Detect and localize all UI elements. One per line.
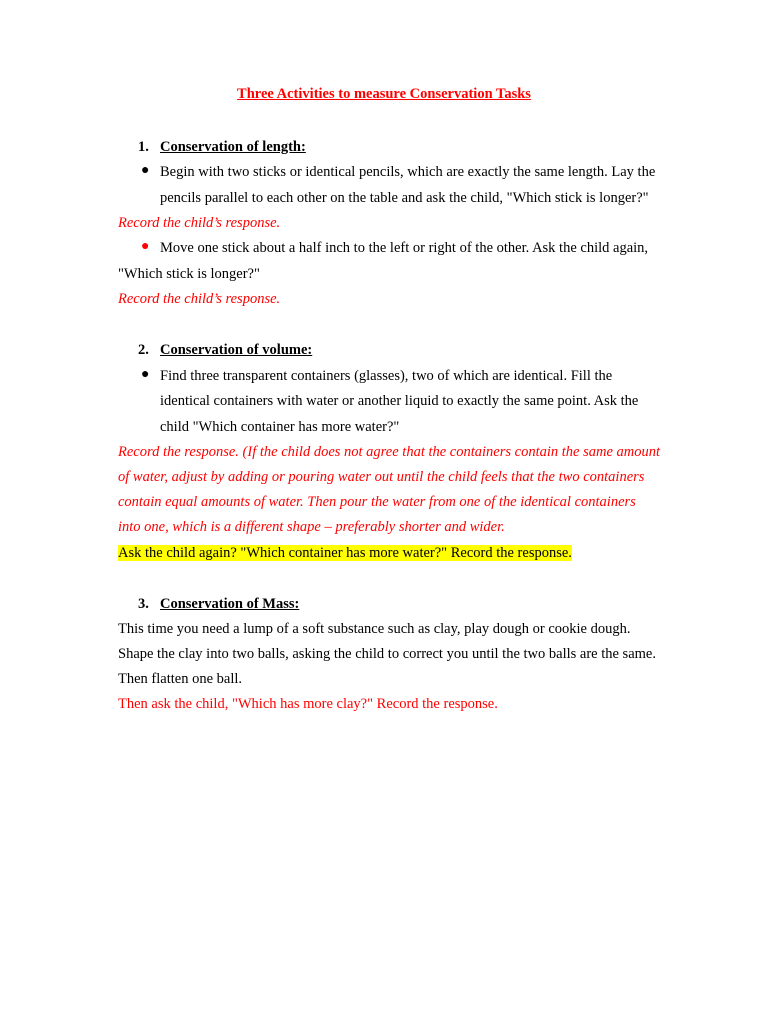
section2-bullet-line1: Find three transparent containers (glasses), two of which are identical. Fill the xyxy=(160,368,613,384)
section2-record-line3: contain equal amounts of water. Then pour the water from one of the identical containers xyxy=(118,494,636,510)
section1-bullet1-line1: Begin with two sticks or identical pencils, which are exactly the same length. Lay the xyxy=(160,164,656,180)
section2-highlight-text: Ask the child again? "Which container has more water?" Record the response. xyxy=(118,545,572,561)
section2-highlight xyxy=(118,544,572,562)
section3-line3: Then flatten one ball. xyxy=(118,671,243,687)
section1-record2: Record the child’s response. xyxy=(118,291,281,307)
section1-bullet2-line1: Move one stick about a half inch to the left or right of the other. Ask the child again, xyxy=(160,240,649,256)
section1-bullet2-line2: "Which stick is longer?" xyxy=(118,266,260,282)
section1-number: 1. xyxy=(138,139,149,155)
section2-heading-text: Conservation of volume: xyxy=(160,342,313,358)
section3-heading-text: Conservation of Mass: xyxy=(160,596,300,612)
section2-bullet-line2: identical containers with water or another liquid to exactly the same point. Ask the xyxy=(160,393,639,409)
section3-number: 3. xyxy=(138,596,149,612)
section2-number: 2. xyxy=(138,342,149,358)
section3-line1: This time you need a lump of a soft substance such as clay, play dough or cookie dough. xyxy=(118,621,631,637)
bullet-icon: ● xyxy=(141,239,150,254)
section3-line4: Then ask the child, "Which has more clay?" Record the response. xyxy=(118,696,498,712)
section1-heading xyxy=(138,138,306,156)
section2-bullet-line3: child "Which container has more water?" xyxy=(160,419,400,435)
section2-heading xyxy=(138,341,312,359)
section2-record-line2: of water, adjust by adding or pouring water out until the child feels that the two containers xyxy=(118,469,645,485)
bullet-icon: ● xyxy=(141,367,150,382)
section2-record-line4: into one, which is a different shape – preferably shorter and wider. xyxy=(118,519,505,535)
section2-record-line1: Record the response. (If the child does not agree that the containers contain the same amount xyxy=(118,444,661,460)
section3-heading xyxy=(138,595,299,613)
section1-heading-text: Conservation of length: xyxy=(160,139,306,155)
bullet-icon: ● xyxy=(141,163,150,178)
section1-record1: Record the child’s response. xyxy=(118,215,281,231)
section1-bullet1-line2: pencils parallel to each other on the table and ask the child, "Which stick is longer?" xyxy=(160,190,649,206)
section3-line2: Shape the clay into two balls, asking the child to correct you until the two balls are the same. xyxy=(118,646,656,662)
document-title: Three Activities to measure Conservation Tasks xyxy=(237,86,531,102)
